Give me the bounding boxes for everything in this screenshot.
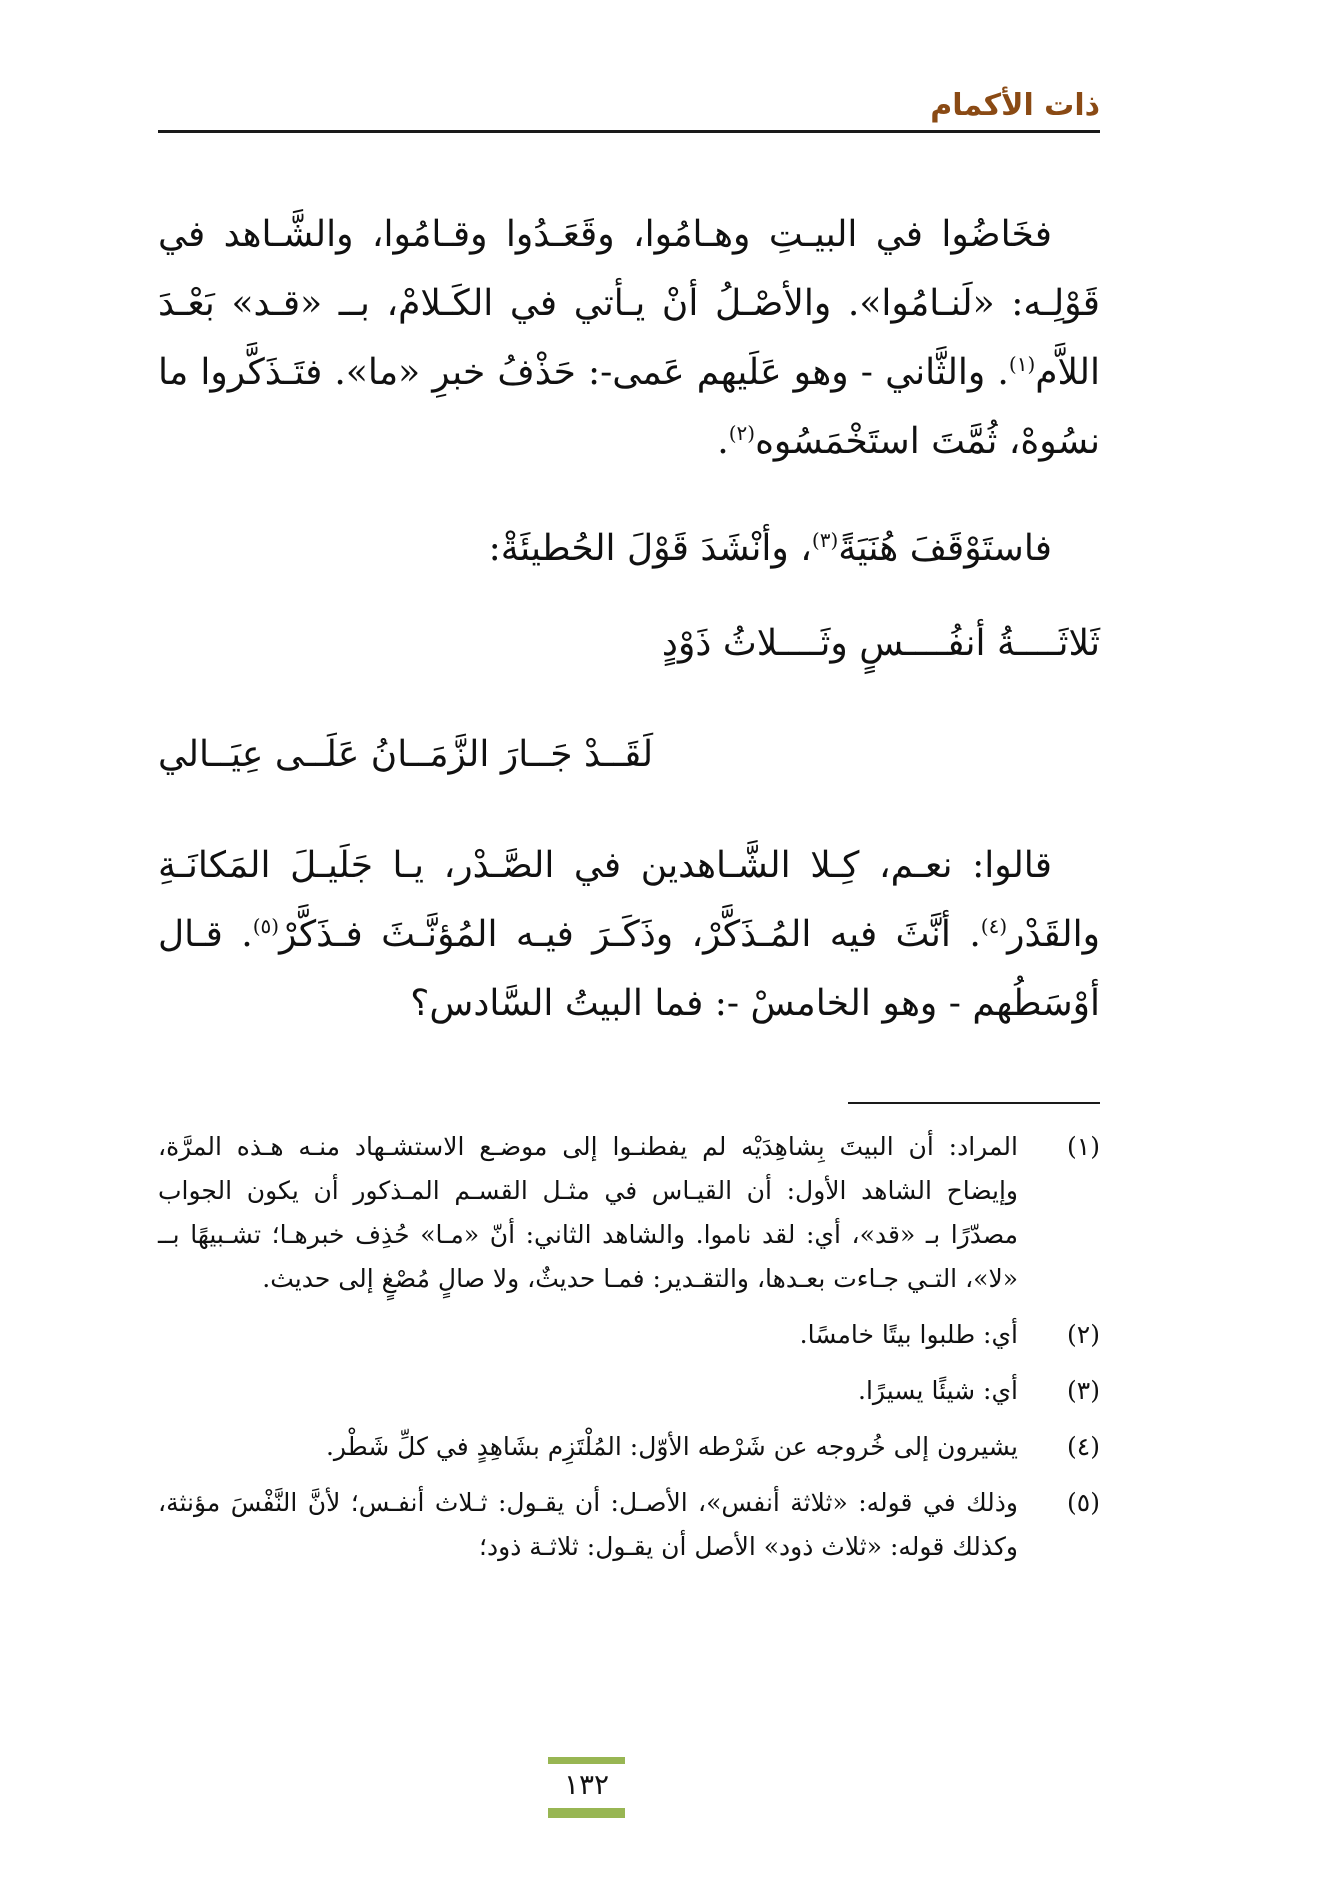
- verse-line-1: ثَلاثَــــةُ أنفُــــسٍ وثَــــلاثُ ذَوْدٍ: [661, 623, 1100, 664]
- footnote-item: [158, 1425, 1100, 1469]
- running-header: [158, 86, 1100, 130]
- page-number-bar-top: [548, 1757, 625, 1764]
- paragraph-3-part-c: . قـال أوْسَطُهم - وهو الخامسْ -: فما البيتُ السَّادس؟: [158, 914, 1100, 1024]
- footnote-ref-3: (٣): [811, 528, 839, 552]
- verse-line-2: لَقَــدْ جَــارَ الزَّمَــانُ عَلَــى عِيَــالي: [158, 734, 654, 775]
- header-rule: [158, 130, 1100, 133]
- footnote-number: (٣): [1067, 1376, 1100, 1405]
- header-title: ذات الأكمام: [930, 88, 1100, 123]
- footnote-item: [158, 1125, 1100, 1301]
- paragraph-2-part-b: ، وأنْشَدَ قَوْلَ الحُطيئَةْ:: [488, 528, 812, 569]
- page-number: ١٣٢: [563, 1768, 610, 1801]
- paragraph-3-part-b: . أنَّثَ فيه المُـذَكَّرْ، وذَكَـرَ فيـه المُؤنَّـثَ فـذَكَّرْ: [279, 914, 981, 955]
- footnote-number: (٤): [1067, 1432, 1100, 1461]
- footnote-item: [158, 1369, 1100, 1413]
- footnote-ref-2: (٢): [728, 421, 756, 445]
- main-text: [158, 200, 1100, 1038]
- paragraph-2-part-a: فاستَوْقَفَ هُنَيَةً: [838, 528, 1052, 569]
- paragraph-1-part-c: .: [717, 421, 729, 462]
- footnote-ref-1: (١): [1008, 352, 1036, 376]
- footnote-text: يشيرون إلى خُروجه عن شَرْطه الأوّل: المُلْتَزِم بشَاهِدٍ في كلِّ شَطْر.: [325, 1432, 1018, 1461]
- footnote-text: أي: شيئًا يسيرًا.: [858, 1376, 1018, 1405]
- paragraph-1-part-b: . والثَّاني - وهو عَلَيهم عَمى-: حَذْفُ خبرِ «ما». فتَـذَكَّروا ما نسُوهْ، ثُمَّتَ استَخْمَسُوه: [158, 352, 1100, 462]
- paragraph-3: [158, 831, 1100, 1038]
- footnote-text: المراد: أن البيتَ بِشاهِدَيْه لم يفطنـوا إلى موضـع الاستشـهاد منـه هـذه المرَّة، وإيضاح الشاهد الأول: أن القيـاس في مثـل القسـم المـذكور أن يكون الجواب مصدّرًا بـ «قد»، أي: لقد ناموا. والشاهد الثاني: أنّ «مـا» حُذِف خبرهـا؛ تشـبيهًا بــ «لا»، التـي جـاءت بعـدها، والتقـدير: فمـا حديثٌ، ولا صالٍ مُصْغٍ إلى حديث.: [158, 1132, 1018, 1293]
- footnote-text: وذلك في قوله: «ثلاثة أنفس»، الأصـل: أن يقـول: ثـلاث أنفـس؛ لأنَّ النَّفْسَ مؤنثة، وكذلك قوله: «ثلاث ذود» الأصل أن يقـول: ثلاثـة ذود؛: [158, 1488, 1018, 1561]
- footnote-text: أي: طلبوا بيتًا خامسًا.: [799, 1320, 1018, 1349]
- paragraph-1-part-a: فخَاضُوا في البيـتِ وهـامُوا، وقَعَـدُوا وقـامُوا، والشَّـاهد في قَوْلِـه: «لَنـامُوا». والأصْـلُ أنْ يـأتي في الكَـلامْ، بــ «قـد» بَعْـدَ اللاَّم: [158, 214, 1100, 393]
- paragraph-3-part-a: قالوا: نعـم، كِـلا الشَّـاهدين في الصَّـدْر، يـا جَلَيـلَ المَكانَـةِ والقَدْر: [158, 845, 1100, 955]
- footnotes: [158, 1125, 1100, 1581]
- footnote-item: [158, 1313, 1100, 1357]
- footnote-ref-4: (٤): [980, 914, 1008, 938]
- page-number-bar-bottom: [548, 1808, 625, 1818]
- footnote-separator: [848, 1102, 1100, 1104]
- footnote-number: (١): [1067, 1132, 1100, 1161]
- paragraph-2: [158, 514, 1100, 583]
- footnote-number: (٥): [1067, 1488, 1100, 1517]
- footnote-item: [158, 1481, 1100, 1569]
- paragraph-1: [158, 200, 1100, 476]
- footnote-number: (٢): [1067, 1320, 1100, 1349]
- footnote-ref-5: (٥): [252, 914, 280, 938]
